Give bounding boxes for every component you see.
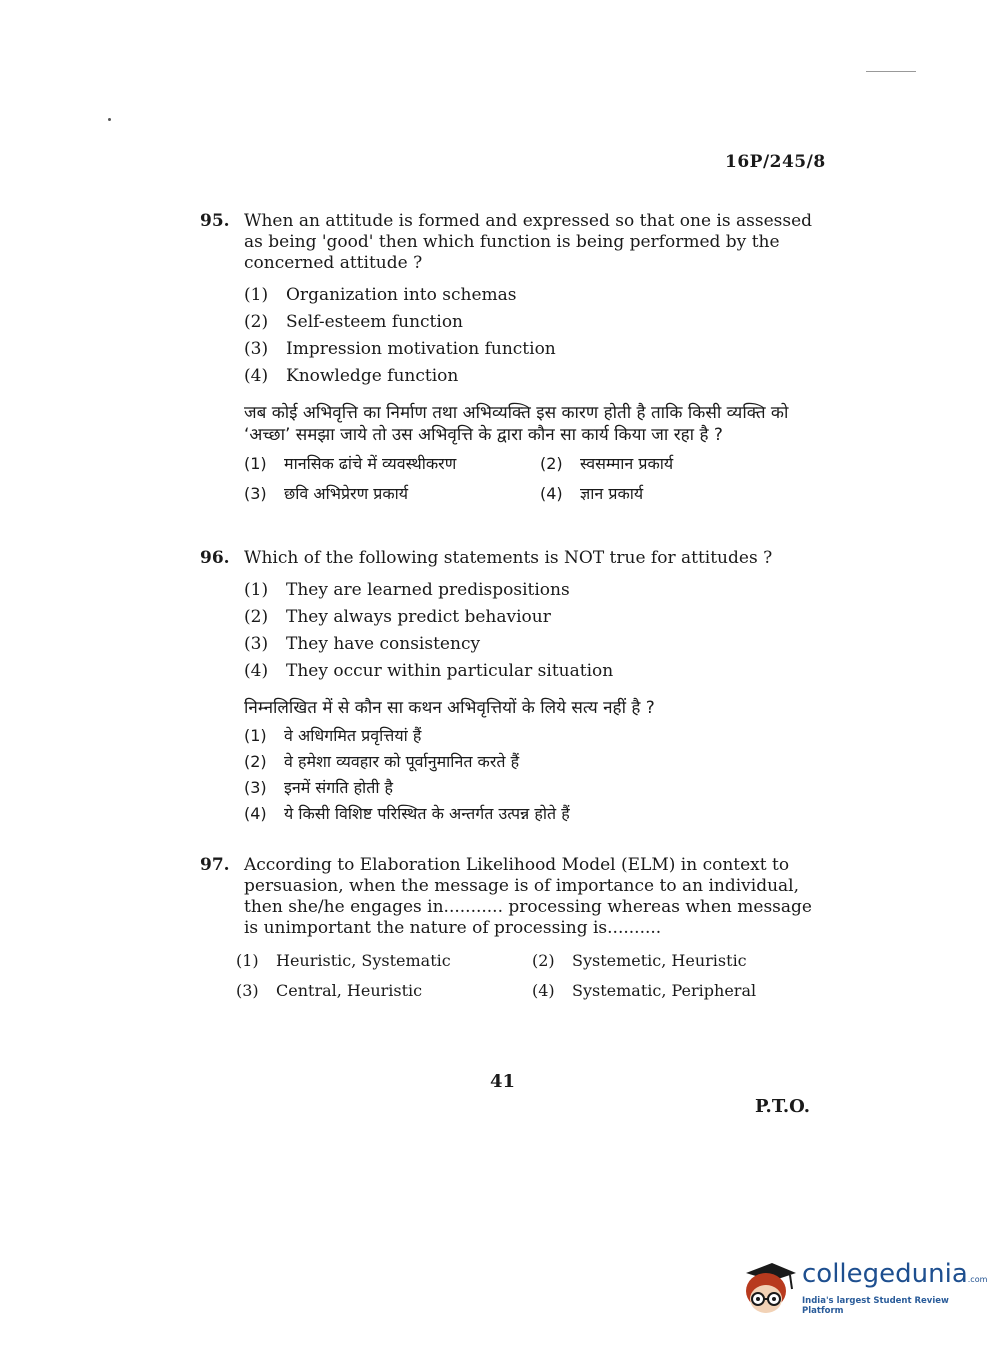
collegedunia-logo	[742, 1253, 988, 1323]
question-number: 97.	[200, 855, 230, 875]
page-number: 41	[490, 1071, 516, 1092]
options-list	[244, 282, 840, 390]
option-hindi: (1) वे अधिगमित प्रवृत्तियां हैं	[244, 726, 422, 745]
option-hindi: (4) ज्ञान प्रकार्य	[540, 484, 644, 503]
question-text-hindi: जब कोई अभिवृत्ति का निर्माण तथा अभिव्यक्ति इस कारण होती है ताकि किसी व्यक्ति को ‘अच्छा’ समझा जाये तो उस अभिवृत्ति के द्वारा कौन सा कार्य किया जा रहा है ?	[244, 403, 789, 445]
options-list	[236, 947, 840, 1005]
option: (3) They have consistency	[244, 634, 481, 654]
brand-tagline: India's largest Student Review Platform	[802, 1296, 949, 1316]
option: (4) Knowledge function	[244, 366, 459, 386]
question-95	[200, 211, 840, 508]
option: (3) Impression motivation function	[244, 339, 556, 359]
option: (3) Central, Heuristic	[236, 981, 423, 1000]
paper-code: 16P/245/8	[725, 152, 826, 172]
options-list-hindi	[244, 723, 840, 827]
option: (1) They are learned predispositions	[244, 580, 570, 600]
option-hindi: (4) ये किसी विशिष्ट परिस्थित के अन्तर्गत उत्पन्न होते हैं	[244, 804, 570, 823]
scan-mark	[866, 71, 916, 72]
option: (2) They always predict behaviour	[244, 607, 551, 627]
option: (2) Self-esteem function	[244, 312, 463, 332]
question-96	[200, 548, 840, 827]
option-hindi: (3) इनमें संगति होती है	[244, 778, 394, 797]
brand-suffix: .com	[967, 1275, 988, 1284]
question-97	[200, 855, 840, 1005]
option-hindi: (1) मानसिक ढांचे में व्यवस्थीकरण	[244, 454, 457, 473]
question-text: When an attitude is formed and expressed so that one is assessed as being 'good' then which function is being performed by the concerned attitude ?	[244, 211, 813, 273]
option: (4) Systematic, Peripheral	[532, 981, 757, 1000]
scan-speck	[108, 118, 111, 121]
option: (2) Systemetic, Heuristic	[532, 951, 747, 970]
options-list	[244, 577, 840, 685]
question-number: 95.	[200, 211, 230, 231]
question-text-hindi: निम्नलिखित में से कौन सा कथन अभिवृत्तियों के लिये सत्य नहीं है ?	[244, 698, 655, 718]
question-text: According to Elaboration Likelihood Model (ELM) in context to persuasion, when the message is of importance to an individual, then she/he engages in........... processing whereas when message is unimportant the nature of processing is..........	[244, 855, 812, 938]
please-turn-over: P.T.O.	[755, 1096, 811, 1117]
option: (4) They occur within particular situation	[244, 661, 614, 681]
option-hindi: (2) स्वसम्मान प्रकार्य	[540, 454, 674, 473]
option: (1) Heuristic, Systematic	[236, 951, 451, 970]
question-text: Which of the following statements is NOT true for attitudes ?	[244, 548, 773, 568]
mascot-icon	[742, 1259, 796, 1317]
question-number: 96.	[200, 548, 230, 568]
options-list-hindi	[244, 450, 840, 508]
option-hindi: (3) छवि अभिप्रेरण प्रकार्य	[244, 484, 409, 503]
brand-name: collegedunia	[802, 1259, 968, 1289]
option: (1) Organization into schemas	[244, 285, 517, 305]
option-hindi: (2) वे हमेशा व्यवहार को पूर्वानुमानित करते हैं	[244, 752, 520, 771]
